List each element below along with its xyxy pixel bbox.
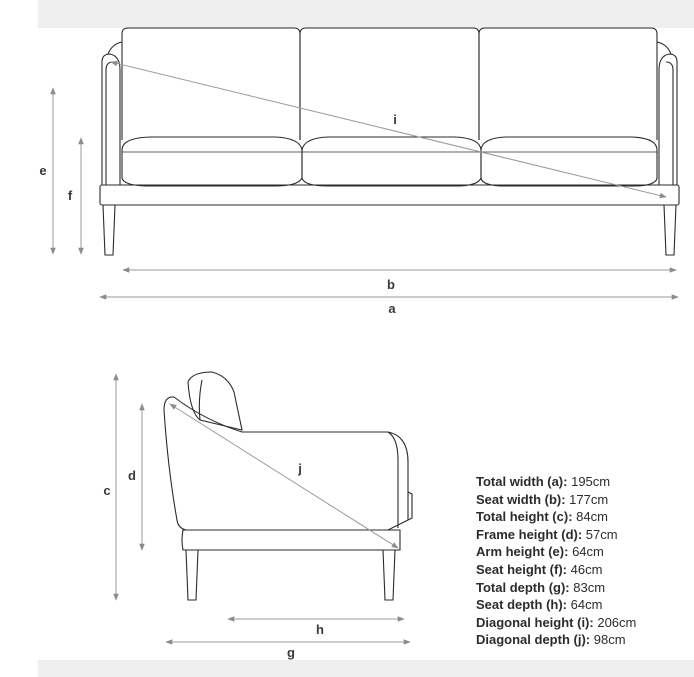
dim-label-a: a <box>388 301 396 316</box>
spec-row <box>476 614 686 632</box>
dim-label-c: c <box>103 483 111 498</box>
front-dimension-lines <box>53 62 678 297</box>
seat-cushion-middle <box>302 137 481 186</box>
sofa-front-view <box>100 28 679 255</box>
base-rail-side <box>182 530 400 550</box>
spec-value: 206cm <box>597 614 637 630</box>
spec-label: Arm height (e): <box>476 544 569 560</box>
dim-line-j <box>170 404 398 548</box>
seat-cushion-left <box>122 137 302 186</box>
spec-row <box>476 526 686 544</box>
leg-side-front <box>186 550 198 600</box>
spec-row <box>476 491 686 509</box>
spec-row <box>476 473 686 491</box>
leg-side-back <box>383 550 395 600</box>
leg-front-left <box>103 205 115 255</box>
spec-label: Total depth (g): <box>476 579 570 595</box>
spec-row <box>476 561 686 579</box>
dim-label-j: j <box>298 461 302 476</box>
spec-value: 64cm <box>572 544 604 560</box>
spec-label: Diagonal height (i): <box>476 614 594 630</box>
spec-label: Seat height (f): <box>476 561 567 577</box>
dim-label-h: h <box>316 622 324 637</box>
dim-line-i <box>111 62 666 197</box>
spec-value: 83cm <box>573 579 606 595</box>
spec-value: 57cm <box>585 526 618 542</box>
spec-row <box>476 579 686 597</box>
leg-front-right <box>664 205 676 255</box>
dim-label-e: e <box>39 163 47 178</box>
back-cushion-right <box>479 28 657 140</box>
spec-label: Total height (c): <box>476 509 573 525</box>
seat-cushion-right <box>481 137 657 186</box>
dim-label-i: i <box>393 112 397 127</box>
spec-label: Frame height (d): <box>476 526 583 542</box>
side-body <box>164 397 408 530</box>
arm-left <box>102 54 120 185</box>
back-cushion-left <box>122 28 300 140</box>
spec-value: 64cm <box>570 597 603 613</box>
spec-value: 84cm <box>576 509 608 525</box>
spec-value: 195cm <box>571 474 611 489</box>
spec-row <box>476 508 686 526</box>
dim-label-d: d <box>128 468 136 483</box>
dimension-spec-list <box>476 473 686 649</box>
arm-right <box>659 54 677 185</box>
spec-value: 46cm <box>570 561 603 577</box>
spec-label: Diagonal depth (j): <box>476 632 591 648</box>
spec-value: 98cm <box>593 632 626 648</box>
spec-label: Seat depth (h): <box>476 597 567 613</box>
base-rail-front <box>100 185 679 205</box>
dim-label-b: b <box>387 277 395 292</box>
spec-row <box>476 596 686 614</box>
dim-label-g: g <box>287 645 295 660</box>
dim-label-f: f <box>67 188 73 203</box>
side-dimension-lines <box>116 374 410 642</box>
spec-row <box>476 631 686 649</box>
spec-value: 177cm <box>569 491 609 507</box>
sofa-side-view <box>164 372 412 600</box>
spec-label: Total width (a): <box>476 474 568 489</box>
spec-label: Seat width (b): <box>476 491 566 507</box>
spec-row <box>476 543 686 561</box>
